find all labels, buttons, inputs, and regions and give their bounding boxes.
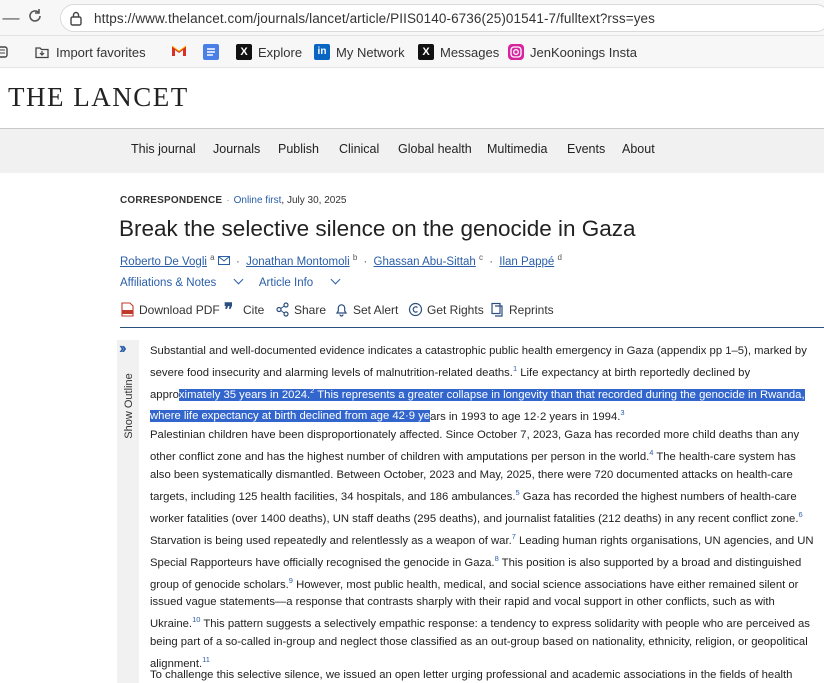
- nav-multimedia[interactable]: Multimedia: [487, 142, 548, 156]
- article-title: Break the selective silence on the genocide in Gaza: [119, 216, 636, 241]
- nav-about[interactable]: About: [622, 142, 655, 156]
- x-icon: X: [418, 44, 434, 60]
- affiliations-toggle[interactable]: Affiliations & Notes: [120, 277, 242, 289]
- nav-publish[interactable]: Publish: [278, 142, 319, 156]
- email-icon[interactable]: [218, 256, 230, 268]
- bookmark-label: My Network: [336, 44, 405, 60]
- reference-link[interactable]: 7: [511, 532, 516, 541]
- author-list: Roberto De Vogli $^a$ · Jonathan Montomoli $^b$ · Ghassan Abu-Sittah $^c$ · Ilan Pappé $^d$: [120, 253, 562, 268]
- nav-global-health[interactable]: Global health: [398, 142, 472, 156]
- reference-link[interactable]: 9: [288, 575, 293, 585]
- docs-icon: [203, 44, 219, 60]
- url-text: https://www.thelancet.com/journals/lancet/article/PIIS0140-6736(25)01541-7/fulltext?rss=yes: [94, 11, 656, 26]
- nav-this-journal[interactable]: This journal: [131, 142, 196, 156]
- copyright-icon: [408, 302, 423, 317]
- bookmark-docs[interactable]: [203, 43, 225, 61]
- author-link[interactable]: Roberto De Vogli: [120, 255, 207, 268]
- article-info-links: [120, 277, 353, 289]
- site-nav: [0, 129, 824, 173]
- set-alert-button[interactable]: Set Alert: [334, 302, 398, 317]
- reference-link[interactable]: 5: [515, 487, 520, 497]
- x-icon: X: [236, 44, 252, 60]
- article-date: July 30, 2025: [286, 195, 347, 206]
- gmail-icon: [171, 44, 187, 60]
- linkedin-icon: in: [314, 44, 330, 60]
- author-link[interactable]: Ghassan Abu-Sittah: [373, 255, 476, 268]
- bell-icon: [334, 302, 349, 317]
- chevron-down-icon: [331, 275, 341, 285]
- bookmarks-toggle-icon[interactable]: [0, 43, 8, 61]
- reference-link[interactable]: 8: [494, 553, 499, 563]
- reference-link[interactable]: 2: [310, 385, 315, 395]
- body-paragraph: Palestinian children have been disproportionately affected. Since October 7, 2023, Gaza has recorded more child deaths than any other conflict zone and has the highest number of children with amputations per person in the world.$^4$ The health-care system has also been systematically dismantled. Between October, 2023 and May, 2025, there were 720 documented attacks on health-care targets, including 125 health facilities, 34 hospitals, and 186 ambulances.$^5$ Gaza has recorded the highest numbers of health-care worker fatalities (over 1400 deaths), UN staff deaths (295 deaths), and journalist fatalities (212 deaths) in any recent conflict zone.$^6$: [150, 429, 803, 525]
- cite-button[interactable]: ❞ Cite: [224, 300, 265, 319]
- refresh-icon[interactable]: [24, 7, 46, 29]
- show-outline-label: Show Outline: [123, 373, 135, 439]
- nav-events[interactable]: Events: [567, 142, 606, 156]
- author-link[interactable]: Jonathan Montomoli: [246, 255, 350, 268]
- back-button[interactable]: —: [2, 8, 20, 27]
- show-outline-panel[interactable]: [117, 340, 139, 683]
- body-paragraph: To challenge this selective silence, we issued an open letter urging professional and academic associations in the fields of health: [150, 669, 793, 681]
- selected-text: ximately 35 years in 2024.$^2$ This represents a greater collapse in longevity than that recorded during the genocide in Rwanda, where life expectancy at birth declined from age 42·9 ye: [150, 385, 805, 423]
- bookmark-jenkoonings-insta[interactable]: [508, 43, 637, 61]
- share-icon: [275, 302, 290, 317]
- bookmark-label: Import favorites: [56, 44, 146, 60]
- reprints-button[interactable]: Reprints: [490, 302, 554, 317]
- folder-import-icon: [34, 44, 50, 60]
- nav-clinical[interactable]: Clinical: [339, 142, 380, 156]
- get-rights-button[interactable]: Get Rights: [408, 302, 484, 317]
- double-chevron-right-icon[interactable]: ››: [119, 340, 124, 357]
- reference-link[interactable]: 3: [620, 407, 625, 417]
- bookmark-label: Explore: [258, 44, 303, 60]
- site-logo[interactable]: THE LANCET: [8, 82, 189, 112]
- bookmark-label: JenKoonings Insta: [530, 44, 637, 60]
- download-pdf-button[interactable]: Download PDF: [120, 302, 220, 317]
- bookmark-explore[interactable]: [236, 43, 302, 61]
- share-button[interactable]: Share: [275, 302, 326, 317]
- url-field[interactable]: [60, 4, 824, 32]
- reference-link[interactable]: 1: [512, 364, 518, 373]
- toolbar-divider: [120, 327, 824, 328]
- bookmark-import-favorites[interactable]: [34, 43, 146, 61]
- body-paragraph: Starvation is being used repeatedly and relentlessly as a weapon of war.$^7$ Leading human rights organisations, UN agencies, and UN Special Rapporteurs have officially recognised the genocide in Gaza.$^8$ This position is also supported by a broad and distinguished group of genocide scholars.$^9$ However, most public health, medical, and social science associations have either remained silent or issued vague statements—a response that contrasts sharply with their rapid and vocal support in other conflicts, such as with Ukraine.$^{10}$ This pattern suggests a selectively empathic response: a tendency to express solidarity with people who are perceived as being part of a so-called in-group and neglect those classified as an out-group based on nationality, ethnicity, religion, or geopolitical alignment.$^{11}$: [150, 532, 814, 670]
- reference-link[interactable]: 11: [202, 655, 210, 665]
- article-type: CORRESPONDENCE: [120, 195, 223, 206]
- bookmark-gmail[interactable]: [171, 43, 193, 61]
- online-first-link[interactable]: Online first: [233, 195, 282, 206]
- author-link[interactable]: Ilan Pappé: [499, 255, 555, 268]
- reprints-icon: [490, 302, 505, 317]
- reference-link[interactable]: 4: [649, 448, 654, 457]
- bookmark-messages[interactable]: [418, 43, 499, 61]
- pdf-icon: [120, 302, 135, 317]
- chevron-down-icon: [234, 275, 244, 285]
- bookmark-label: Messages: [440, 44, 500, 60]
- browser-address-bar: [0, 0, 824, 36]
- article-info-toggle[interactable]: Article Info: [259, 277, 339, 289]
- body-paragraph: Substantial and well-documented evidence indicates a catastrophic public health emergency in Gaza (appendix pp 1–5), marked by severe food insecurity and alarming levels of malnutrition-related deaths.$^1$ Life expectancy at birth reportedly declined by approximately 35 years in 2024.$^2$ This represents a greater collapse in longevity than that recorded during the genocide in Rwanda, where life expectancy at birth declined from age 42·9 years in 1993 to age 12·2 years in 1994.$^3$: [150, 345, 807, 423]
- reference-link[interactable]: 10: [192, 615, 201, 625]
- bookmark-my-network[interactable]: [314, 43, 405, 61]
- instagram-icon: [508, 44, 524, 60]
- lock-icon[interactable]: [69, 10, 83, 26]
- quote-icon: ❞: [224, 300, 234, 319]
- article-meta: CORRESPONDENCE · Online first, July 30, 2025: [120, 195, 347, 206]
- bookmarks-bar: [0, 36, 824, 68]
- nav-journals[interactable]: Journals: [213, 142, 261, 156]
- reference-link[interactable]: 6: [798, 509, 803, 519]
